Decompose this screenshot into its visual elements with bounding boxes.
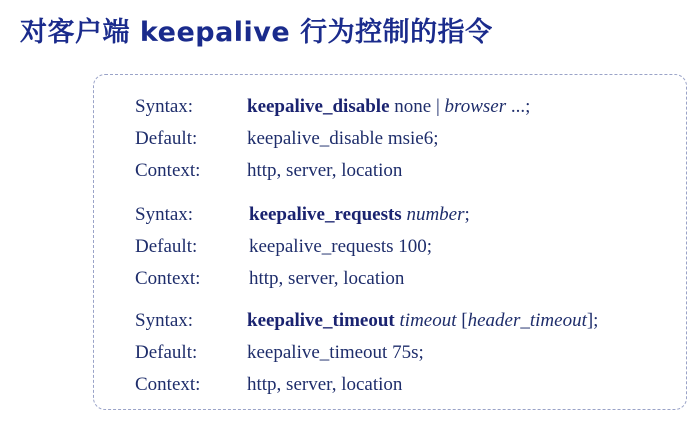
context-label: Context: [135,268,201,289]
default-label: Default: [135,236,198,257]
syntax-label: Syntax: [135,310,194,331]
directive-2-syntax-row [135,204,470,226]
default-value: keepalive_requests 100; [249,236,433,257]
syntax-param: header_timeout [467,310,587,331]
default-value: keepalive_disable msie6; [247,128,439,149]
context-value: http, server, location [249,268,405,289]
directive-2-context-row [135,268,404,290]
syntax-value [247,96,530,118]
default-label: Default: [135,342,198,363]
syntax-text: [ [456,310,468,331]
directive-name: keepalive_requests [249,204,402,225]
syntax-text: none | [389,96,445,117]
page-title: 对客户端 keepalive 行为控制的指令 [20,17,493,48]
directive-name: keepalive_timeout [247,310,395,331]
syntax-param: number [406,204,465,225]
default-label: Default: [135,128,198,149]
syntax-value [249,204,470,226]
directive-3-context-row [135,374,402,396]
syntax-label: Syntax: [135,96,194,117]
directive-3-syntax-row [135,310,598,332]
directive-1-context-row [135,160,402,182]
context-label: Context: [135,374,201,395]
directive-1-syntax-row [135,96,530,118]
directive-1-default-row [135,128,439,150]
directive-3-default-row [135,342,424,364]
syntax-text: ...; [506,96,531,117]
syntax-param: timeout [399,310,457,331]
context-label: Context: [135,160,201,181]
directive-2-default-row [135,236,432,258]
syntax-text: ; [464,204,470,225]
syntax-text: ]; [586,310,599,331]
syntax-value [247,310,598,332]
directive-name: keepalive_disable [247,96,390,117]
default-value: keepalive_timeout 75s; [247,342,424,363]
context-value: http, server, location [247,160,403,181]
context-value: http, server, location [247,374,403,395]
syntax-label: Syntax: [135,204,194,225]
syntax-param: browser [444,96,507,117]
